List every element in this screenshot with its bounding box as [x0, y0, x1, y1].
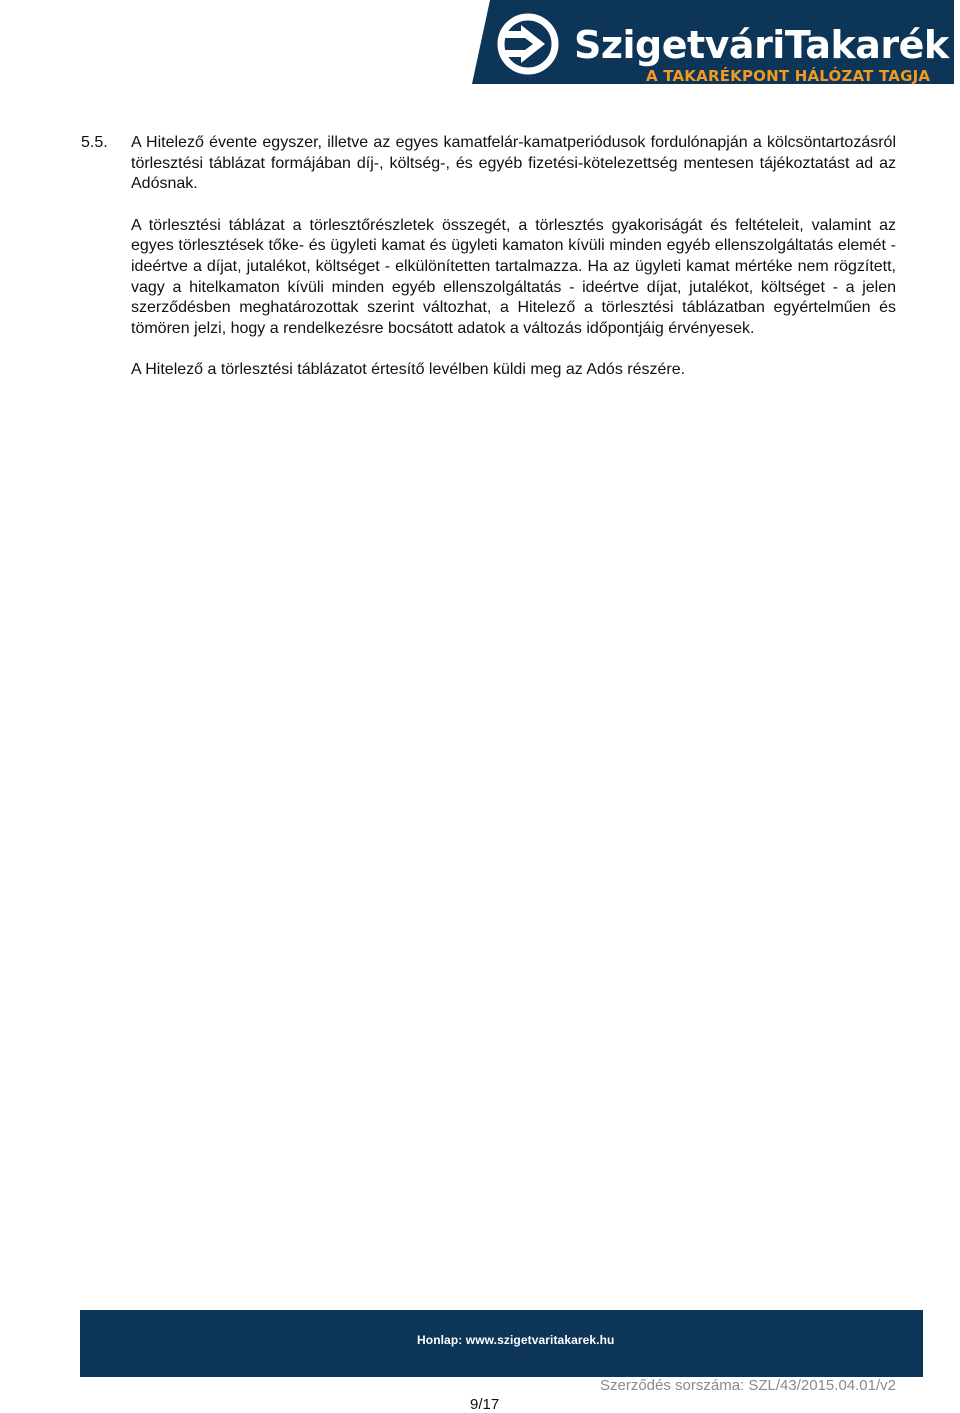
paragraph-table-contents: A törlesztési táblázat a törlesztőrészletek összegét, a törlesztés gyakoriságát és feltételeit, valamint az egyes törlesztések tőke- és ügyleti kamat és ügyleti kamaton kívüli minden egyéb ellenszolgáltatás elemét - ideértve a díjat, jutalékot, költséget - elkülönítetten tartalmazza. Ha az ügyleti kamat mértéke nem rögzített, vagy a hitelkamaton kívüli minden egyéb ellenszolgáltatás - ideértve díjat, jutalékot, költséget - a jelen szerződésben meghatározottak szerint változhat, a Hitelező a törlesztési táblázatban egyértelműen és tömören jelzi, hogy a rendelkezésre bocsátott adatok a változás időpontjáig érvényesek. [131, 216, 896, 337]
paragraph-delivery: A Hitelező a törlesztési táblázatot értesítő levélben küldi meg az Adós részére. [131, 361, 686, 379]
brand-tagline: A TAKARÉKPONT HÁLÓZAT TAGJA [646, 67, 931, 84]
brand-arrow-icon [493, 9, 563, 79]
contract-number: Szerződés sorszáma: SZL/43/2015.04.01/v2 [599, 1377, 896, 1394]
paragraph-info-duty: A Hitelező évente egyszer, illetve az egyes kamatfelár-kamatperiódusok fordulónapján a kölcsöntartozásról törlesztési táblázat formájában díj-, költség-, és egyéb fizetési-kötelezettség mentesen tájékoztatást ad az Adósnak. [131, 134, 896, 193]
header-banner [6, 0, 954, 84]
section-body [131, 133, 896, 381]
brand-name: SzigetváriTakarék [574, 23, 949, 67]
footer-website: Honlap: www.szigetvaritakarek.hu [417, 1333, 615, 1347]
section-5-5 [81, 133, 896, 381]
page-number: 9/17 [470, 1396, 500, 1413]
footer-banner [80, 1310, 923, 1377]
section-number: 5.5. [81, 134, 108, 151]
